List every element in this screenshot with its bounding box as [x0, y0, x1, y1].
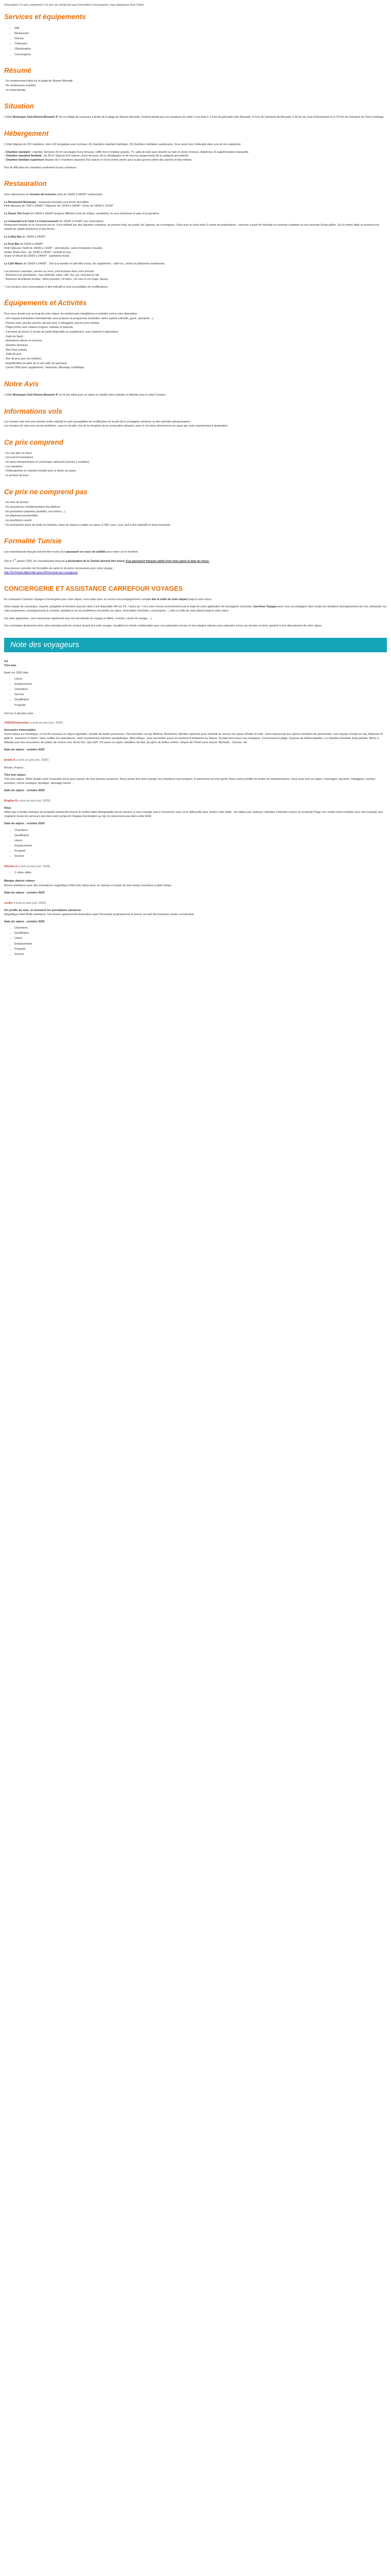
equipements-intro: - Une équipe d'animation internationale vous propose un programme d'activités variés (sports collectifs, gyms, spectacle,...)	[4, 317, 154, 320]
conciergerie-p3: Via notre application, vous retrouverez également tous vos documents de voyage (e-billets, voucher, carnet de voyage, ...)	[4, 617, 152, 620]
criteria-item: • Emplacement	[14, 942, 387, 946]
ne-comprend-line: - les éventuelles taxes de sortie du territoire, taxes de séjours à régler sur place (1,30€ / pers / jour, tarif à titre indicatif) et visas éventuels	[4, 523, 170, 527]
review-body: Bonne ambiance avec des animateurs magnifique hôtel très calme pour se reposer et passe du bon temps nourriture a plein temps	[4, 884, 172, 887]
restauration-intro: Vous séjournerez en formule all inclusive riche de 10h00 à 24h00* comprenant :	[4, 193, 104, 197]
notre-avis-text: L'hôtel Monarque Club Riviera Monastir 4* est le lieu idéal pour un séjour en famille entre activités et détente sous le soleil Tunisien.	[4, 393, 167, 397]
criteria-item: • Service	[14, 952, 387, 956]
resume-line: - De nombreuses activités	[4, 84, 36, 88]
services-item: • Conciergerie	[14, 53, 387, 57]
rating-label: Très bon	[4, 664, 17, 667]
review-body: Magnifique hôtel Belle ambiance Très bonne gastronomie Animation varié Personnel professionnel et bonne accueil Ma troisième année consécutive	[4, 913, 194, 917]
ne-comprend-line: - les dépenses personnelles	[4, 514, 38, 518]
equipements-line: - Animations diurne et nocturne	[4, 339, 42, 343]
criteria-item: • Literie	[14, 677, 387, 681]
snack-the-crust: Le Snack The Crust de 14h00 à 18h00* propose différent choix de crêpes, sandwichs, et vous choisissez le pain et la garniture.	[4, 212, 160, 216]
review-title: Très bon séjour	[4, 773, 26, 777]
comprend-line: - l'hébergement en chambre double pour la durée du séjour	[4, 469, 76, 473]
helpful-votes: • 1 votes utiles	[14, 871, 387, 875]
conciergerie-p2: Notre équipe de concierges, experte, polyglotte et humaine (pas de robot !) est disponible 24h sur 24, 7 jours sur 7 et à votre écoute exclusivement par le biais de notre application de messagerie sécurisée, Carrefour Voyages pour vous accompagner dans toutes les situations (enregistrement de vols, demander sur votre programme, renseignements & conseils, assistance sur les problèmes rencontrés sur place, réservation d'activités, conciergerie, ...) dès la veille de votre départ jusqu'à votre retour.	[4, 605, 387, 612]
hebergement-standard: - Chambre standard : chambre d'environ 20 m² est équipé d'une terrasse, coffre fort et minibar gratuits, TV, salle de bain avec douche ou bain et sèche cheveux, téléphone, lit supplémentaire banquette. - Chambre standard familiale : de 30 m² dispose d'un balcon, d'une terrasse, de la climatisation et de tous les équipements de la catégorie précédente. - Chambre familiale supérieure dispose de 2 chambres séparées d'un balcon et d'une entrée privée pour la plus grand confort des parents et des enfants.	[4, 150, 249, 162]
services-list	[14, 26, 387, 57]
review-helpful	[14, 871, 387, 875]
review-title: Déçu	[4, 807, 11, 810]
review-author: Brigitte B	[4, 799, 18, 803]
equipements-line: - Amphithéâtre en plein air et une salle de spectacle	[4, 362, 67, 365]
review-date: Date du séjour : octobre 2025	[4, 789, 45, 792]
conciergerie-title: CONCIERGERIE ET ASSISTANCE CARREFOUR VOYAGES	[4, 585, 183, 592]
equipements-line: - Salle de jeux	[4, 353, 22, 356]
ne-comprend-line: - les pourboires usuels	[4, 519, 32, 523]
review-date: Date du séjour : octobre 2025	[4, 748, 45, 752]
horaires-note: * Les horaires sont communiqués à titre indicatif et sont susceptibles de modifications.	[4, 285, 108, 289]
ne-comprend-lines	[4, 501, 387, 527]
equipements-line: - Piscine relax, piscine animée, piscine avec 3 toboggans, piscine pour enfants	[4, 321, 100, 325]
review-item: Nassim A a écrit un avis (oct. 2025) • 1 votes utiles Manger dancer relaxer Bonne ambiance avec des animateurs magnifique hôtel très calme pour se reposer et passe du bon temps nourriture a plein temps Date du séjour : octobre 2025	[4, 865, 387, 895]
conciergerie-p1: En contactant Carrefour Voyages Conciergerie pour votre séjour, vous optez pour un service d'accompagnement complet dès la veille de votre départ jusqu'à votre retour.	[4, 598, 213, 601]
notes-bar: Note des voyageurs	[4, 638, 387, 652]
equipements-line: - Plage privée avec chaises longues, matelas et parasols	[4, 326, 73, 329]
comprend-line: - l'accueil et l'assistance	[4, 456, 34, 460]
resume-lines	[4, 80, 387, 92]
equipements-line: - 4 terrains de tennis (1 terrain de padel disponible en supplément, avec matériel à disposition)	[4, 330, 119, 334]
equipements-line: - Mini Club enfants	[4, 348, 27, 352]
review-author: J4263JKmarcellec	[4, 721, 29, 725]
restauration-title: Restauration	[4, 180, 47, 188]
criteria-item: • Emplacement	[14, 844, 387, 848]
review-item: Brigitte B a écrit un avis (oct. 2025) Déçu Hôtel pas 4 étoiles manque de propreté restaurant moyen le maître hôtel désagréable aucun service si vous manger pas à l'ouverture vous vous débrouillé pour mettre votre table , les tables pas nettoyer collantes Chambre moyen en propreté Plage une moitié reste installée avec des transats une vingtaine Seule les serveurs des bars sont sympa Et l'équipe d'animation au top Je retournerai pas dans cette hôtel Date du séjour : octobre 2025 • Chambres • Qualité/prix • Literie • Emplacement • Propreté • Service	[4, 799, 387, 858]
review-body: Très bon séjour. Hôtel simple mais l'essentiel est là pour passer de très bonnes vacances. Nous avons très bien mangé, les chambres sont propres, le personnel est très gentil. Nous avons profité de toutes les infrastructures. Vous avez tout sur place, massages, piscines, toboggans, soirées animées, centre nautique, boutique, tatouage henné ...	[4, 777, 376, 785]
criteria-item: • Propreté	[14, 703, 387, 708]
comprend-title: Ce prix comprend	[4, 438, 63, 446]
ne-comprend-line: - les frais de dossier	[4, 501, 29, 505]
review-date: Date du séjour : octobre 2025	[4, 920, 45, 924]
lobby-bar: Le Lobby Bar de 10h00 à 24h00*	[4, 235, 46, 239]
review-author: Nassim A	[4, 865, 18, 869]
review-criteria	[14, 926, 387, 956]
ne-comprend-line: - les prestations payantes (activités, excursions,...)	[4, 510, 66, 513]
resume-line: - Un emplacement idéal sur la plage de Skanes Monastir	[4, 80, 73, 83]
criteria-item: • Chambres	[14, 828, 387, 833]
services-item: • Restaurant	[14, 32, 387, 36]
equipements-lines	[4, 312, 387, 370]
equipements-line: - Aire de jeux pour les enfants)	[4, 357, 41, 361]
formalite-consult: Vous pouvez consulter les formalités de santé et de police nécessaires pour votre voyage : http://XXX/www.diplomatie.gouv.fr/fr/conseils-aux-voyageurs/	[4, 567, 114, 575]
resume-title: Résumé	[4, 66, 31, 74]
formalite-passport: Les ressortissants français doivent être munis d'un passeport en cours de validité pour entrer sur le territoire.	[4, 551, 139, 554]
criteria-item: • Emplacement	[14, 682, 387, 686]
rating-criteria	[14, 677, 387, 708]
equipements-intro: Pour vous divertir tout au long de votre séjour, de nombreuses installations et activités sont à votre disposition :	[4, 312, 139, 316]
criteria-item: • Service	[14, 854, 387, 858]
hebergement-wifi-note: Pas de Wifi dans les chambres seulement locaux communs.	[4, 166, 77, 169]
equipements-line: - Centre SPA (avec supplément) : Hammam, Massage, Esthétique	[4, 366, 85, 370]
review-body: Hôtel pas 4 étoiles manque de propreté restaurant moyen le maître hôtel désagréable aucun service si vous manger pas à l'ouverture vous vous débrouillé pour mettre votre table , les tables pas nettoyer collantes Chambre moyen en propreté Plage une moitié reste installée avec des transats une vingtaine Seule les serveurs des bars sont sympa Et l'équipe d'animation au top Je retournerai pas dans cette hôtel	[4, 811, 383, 819]
review-date: Date du séjour : octobre 2025	[4, 822, 45, 826]
hebergement-intro: L'hôtel dispose de 220 chambres, dont 132 bungalows avec terrasse, 60 chambres standard familiales, 28 chambres familiales supérieures. Vous serez donc hébergés dans une de ces catégories :	[4, 143, 242, 146]
services-item: • Climatisation	[14, 47, 387, 51]
formalite-2025: Dès le 1er janvier 2025, les ressortissants français à destination de la Tunisie devront être munis d'un passeport français valide trois mois après la date de retour.	[4, 558, 209, 563]
review-location: Rouen, France	[4, 766, 24, 769]
review-title: Souvenirs mémorables	[4, 728, 36, 732]
restaurant-monarque: Le Restaurant Monarque : restaurant principal sous forme de buffets. Petit déjeuner de 7h00 à 10h00* / Déjeuner de 12h30 à 14h30* / Dîner de 19h00 à 21h30*	[4, 200, 113, 208]
criteria-item: • Chambres	[14, 926, 387, 930]
pool-bar: Le Pool Bar de 10h00 à 24h00* Petit Déjeuner Tardif de 10h00 à 11h00* : viennoiserie, cake et boissons chaudes Snake Shake time : de 14h00 à 19h00 : cocktail du jour Snack et Minuit de 23h00 à 24h00* : sandwichs froids.	[4, 243, 103, 258]
formalite-title: Formalité Tunisie	[4, 537, 62, 545]
resume-line: - Un hôtel familial	[4, 88, 25, 92]
criteria-item: • Literie	[14, 839, 387, 843]
criteria-item: • Chambres	[14, 687, 387, 692]
informations-text: Les horaires des vols sont donnés à titre indicatif et sont susceptibles de modification de la part de la compagnie aérienne ou des autorités aéroportuaires. Les horaires de vols vous seront confirmés : pour le vol aller, lors de la réception de la convocation aéroport, pour le vol retour directement sur place par notre représentant à destination.	[4, 420, 228, 428]
review-author: Emilie A	[4, 759, 15, 762]
review-date: Date du séjour : octobre 2025	[4, 891, 45, 894]
services-item: • Piscine	[14, 37, 387, 41]
restaurant-couscousserie: Le restaurant à la Carte Le Couscousserie de 19h30 à 21h30* (sur réservation). Restaurant tunisien ou le couscous est roi. Il est sublimé par des légumes croquants, du poisson frais, du poulet, de l'agneau, de la merguez). Vous avez le choix entre 3 sortes de préparations : semoule à grain fin mélangé ou semoule complète ou une semoule d'orge grillée. Sur la même table se trouvent une variété de salade tunisienne et des brichs.	[4, 219, 380, 231]
review-item: Emilie A a écrit un avis (oct. 2025) Rouen, France Très bon séjour Très bon séjour. Hôtel simple mais l'essentiel est là pour passer de très bonnes vacances. Nous avons très bien mangé, les chambres sont propres, le personnel est très gentil. Nous avons profité de toutes les infrastructures. Vous avez tout sur place, massages, piscines, toboggans, soirées animées, centre nautique, boutique, tatouage henné ... Date du séjour : octobre 2025	[4, 758, 387, 793]
review-item: zouhir a écrit un avis (oct. 2025) On profite au max, et vivement les prochaines vacances Magnifique hôtel Belle ambiance Très bonne gastronomie Animation varié Personnel professionnel et bonne accueil Ma troisième année consécutive Date du séjour : octobre 2025 • Chambres • Qualité/prix • Literie • Emplacement • Propreté • Service	[4, 901, 387, 956]
page	[0, 0, 391, 956]
conciergerie-p4: Vos concierges deviennent alors votre principal point de contact durant tout votre voyage, travaillant en étroite collaboration avec nos partenaires locaux et nos équipes internes pour répondre à tous vos besoins et ainsi, garantir le bon déroulement de votre séjour.	[4, 624, 322, 628]
hebergement-title: Hébergement	[4, 129, 49, 137]
criteria-item: • Propreté	[14, 849, 387, 853]
review-criteria	[14, 828, 387, 859]
review-title: Manger dancer relaxer	[4, 879, 35, 883]
review-title: On profite au max, et vivement les prochaines vacances	[4, 908, 81, 912]
boissons: Les boissons suivantes, servies au verre, sont incluses dans votre formule : - Boissons non alcoolisées : eau minérale, soda, café, thé, jus, chocolat au lait. - Boissons alcoolisées locales : bière pression, vin blanc, vin rose et vin rouge, liqueur.	[4, 270, 109, 281]
criteria-item: • Propreté	[14, 947, 387, 951]
rating-score: 4.2	[4, 659, 8, 663]
review-body: 2eme séjour au monarque, ce fut de nouveau un séjour agréable, remplis de belles personnes. Des barmans au top Mokhar, Mohamed. Mention spéciale pour Hamadi au service du repas d'matin et midi , merci beaucoup aux autres membres du personnels. Une équipe Coralis au top, Bélissem ♥, gildo ♥ , bassems et karim. Sans oublier les animateurs , dont mohammed vraiment sympathique. Merci Alaya , pour permettre aussi un moment d'ambiance au Maure. Dj Dali merci pour vos musiques. Concernant la plage, toujours de belles balades. La chambre familiale était parfaite. Merci à Alibaba pour les excursions. Au plaisir de revenir une 3eme fois. Qui sait? J'ai aussi un super chauffeur de taxi, qui gère de belles sorties. Départ de l'hotel sans soucis. Monastir , Sousse, etc	[4, 732, 384, 745]
rating-summary	[4, 659, 387, 716]
criteria-item: • Qualité/prix	[14, 834, 387, 838]
situation-text: L'hôtel Monarque Club Riviera Monastir 4* est un village de vacances à droite de la plage de Skanes Monastir, l'endroit parfait pour les amateurs de soleil. Il est situé à 1,9 km du golf palm links Monastir, à 4 km de l'aéroport de Monastir, à 42 km du crise d'Hammamet et à 170 km de l'aéroport de Tunis-Carthage.	[4, 116, 384, 119]
ne-comprend-line: - les assurances complémentaires facultatives	[4, 506, 60, 509]
comprend-lines	[4, 452, 387, 478]
services-item: • Télévision	[14, 42, 387, 46]
review-item: J4263JKmarcellec a écrit un avis (nov. 2025) Souvenirs mémorables 2eme séjour au monarque, ce fut de nouveau un séjour agréable, remplis de belles personnes. Des barmans au top Mokhar, Mohamed. Mention spéciale pour Hamadi au service du repas d'matin et midi , merci beaucoup aux autres membres du personnels. Une équipe Coralis au top, Bélissem ♥, gildo ♥ , bassems et karim. Sans oublier les animateurs , dont mohammed vraiment sympathique. Merci Alaya , pour permettre aussi un moment d'ambiance au Maure. Dj Dali merci pour vos musiques. Concernant la plage, toujours de belles balades. La chambre familiale était parfaite. Merci à Alibaba pour les excursions. Au plaisir de revenir une 3eme fois. Qui sait? J'ai aussi un super chauffeur de taxi, qui gère de belles sorties. Départ de l'hotel sans soucis. Monastir , Sousse, etc Date du séjour : octobre 2025	[4, 721, 387, 752]
comprend-line: - les vols aller et retour	[4, 451, 32, 455]
criteria-item: • Qualité/prix	[14, 931, 387, 935]
ne-comprend-title: Ce prix ne comprend pas	[4, 488, 88, 496]
equipements-line: - Activités Sportives	[4, 344, 28, 347]
notre-avis-title: Notre Avis	[4, 380, 39, 388]
informations-title: Informations vols	[4, 407, 62, 415]
situation-title: Situation	[4, 102, 34, 111]
equipements-line: - Salle de Sport	[4, 335, 23, 338]
diplomatie-link[interactable]: http://XXX/www.diplomatie.gouv.fr/fr/conseils-aux-voyageurs/	[4, 571, 78, 575]
equipements-title: Équipements et Activités	[4, 299, 87, 307]
cafe-maure: Le Café Maure de 16h00 à 24h00* : Thé à la menthe et café filtre inclus. En supplément : café turc, chicha et pâtisseries tunisiennes.	[4, 262, 166, 266]
recent-reviews-link[interactable]: Voir les 5 derniers avis	[4, 712, 34, 715]
comprend-line: - la pension de base	[4, 474, 29, 477]
services-title: Services et équipements	[4, 13, 86, 21]
criteria-item: • Literie	[14, 936, 387, 940]
review-author: zouhir	[4, 901, 13, 905]
services-item: • Wifi	[14, 26, 387, 30]
tab-navigation[interactable]: Description Ce prix comprend / Ce prix ne comprend pas Formalités Conciergerie Logo tripadvisor Avis Client	[4, 4, 144, 7]
comprend-line: - Les transferts	[4, 465, 23, 468]
criteria-item: • Service	[14, 693, 387, 697]
rating-based: basé sur 1081 Avis	[4, 671, 29, 674]
comprend-line: - les taxes aéroportuaires et surcharges carburant (soumis à variation)	[4, 460, 89, 464]
criteria-item: • Qualité/prix	[14, 698, 387, 702]
